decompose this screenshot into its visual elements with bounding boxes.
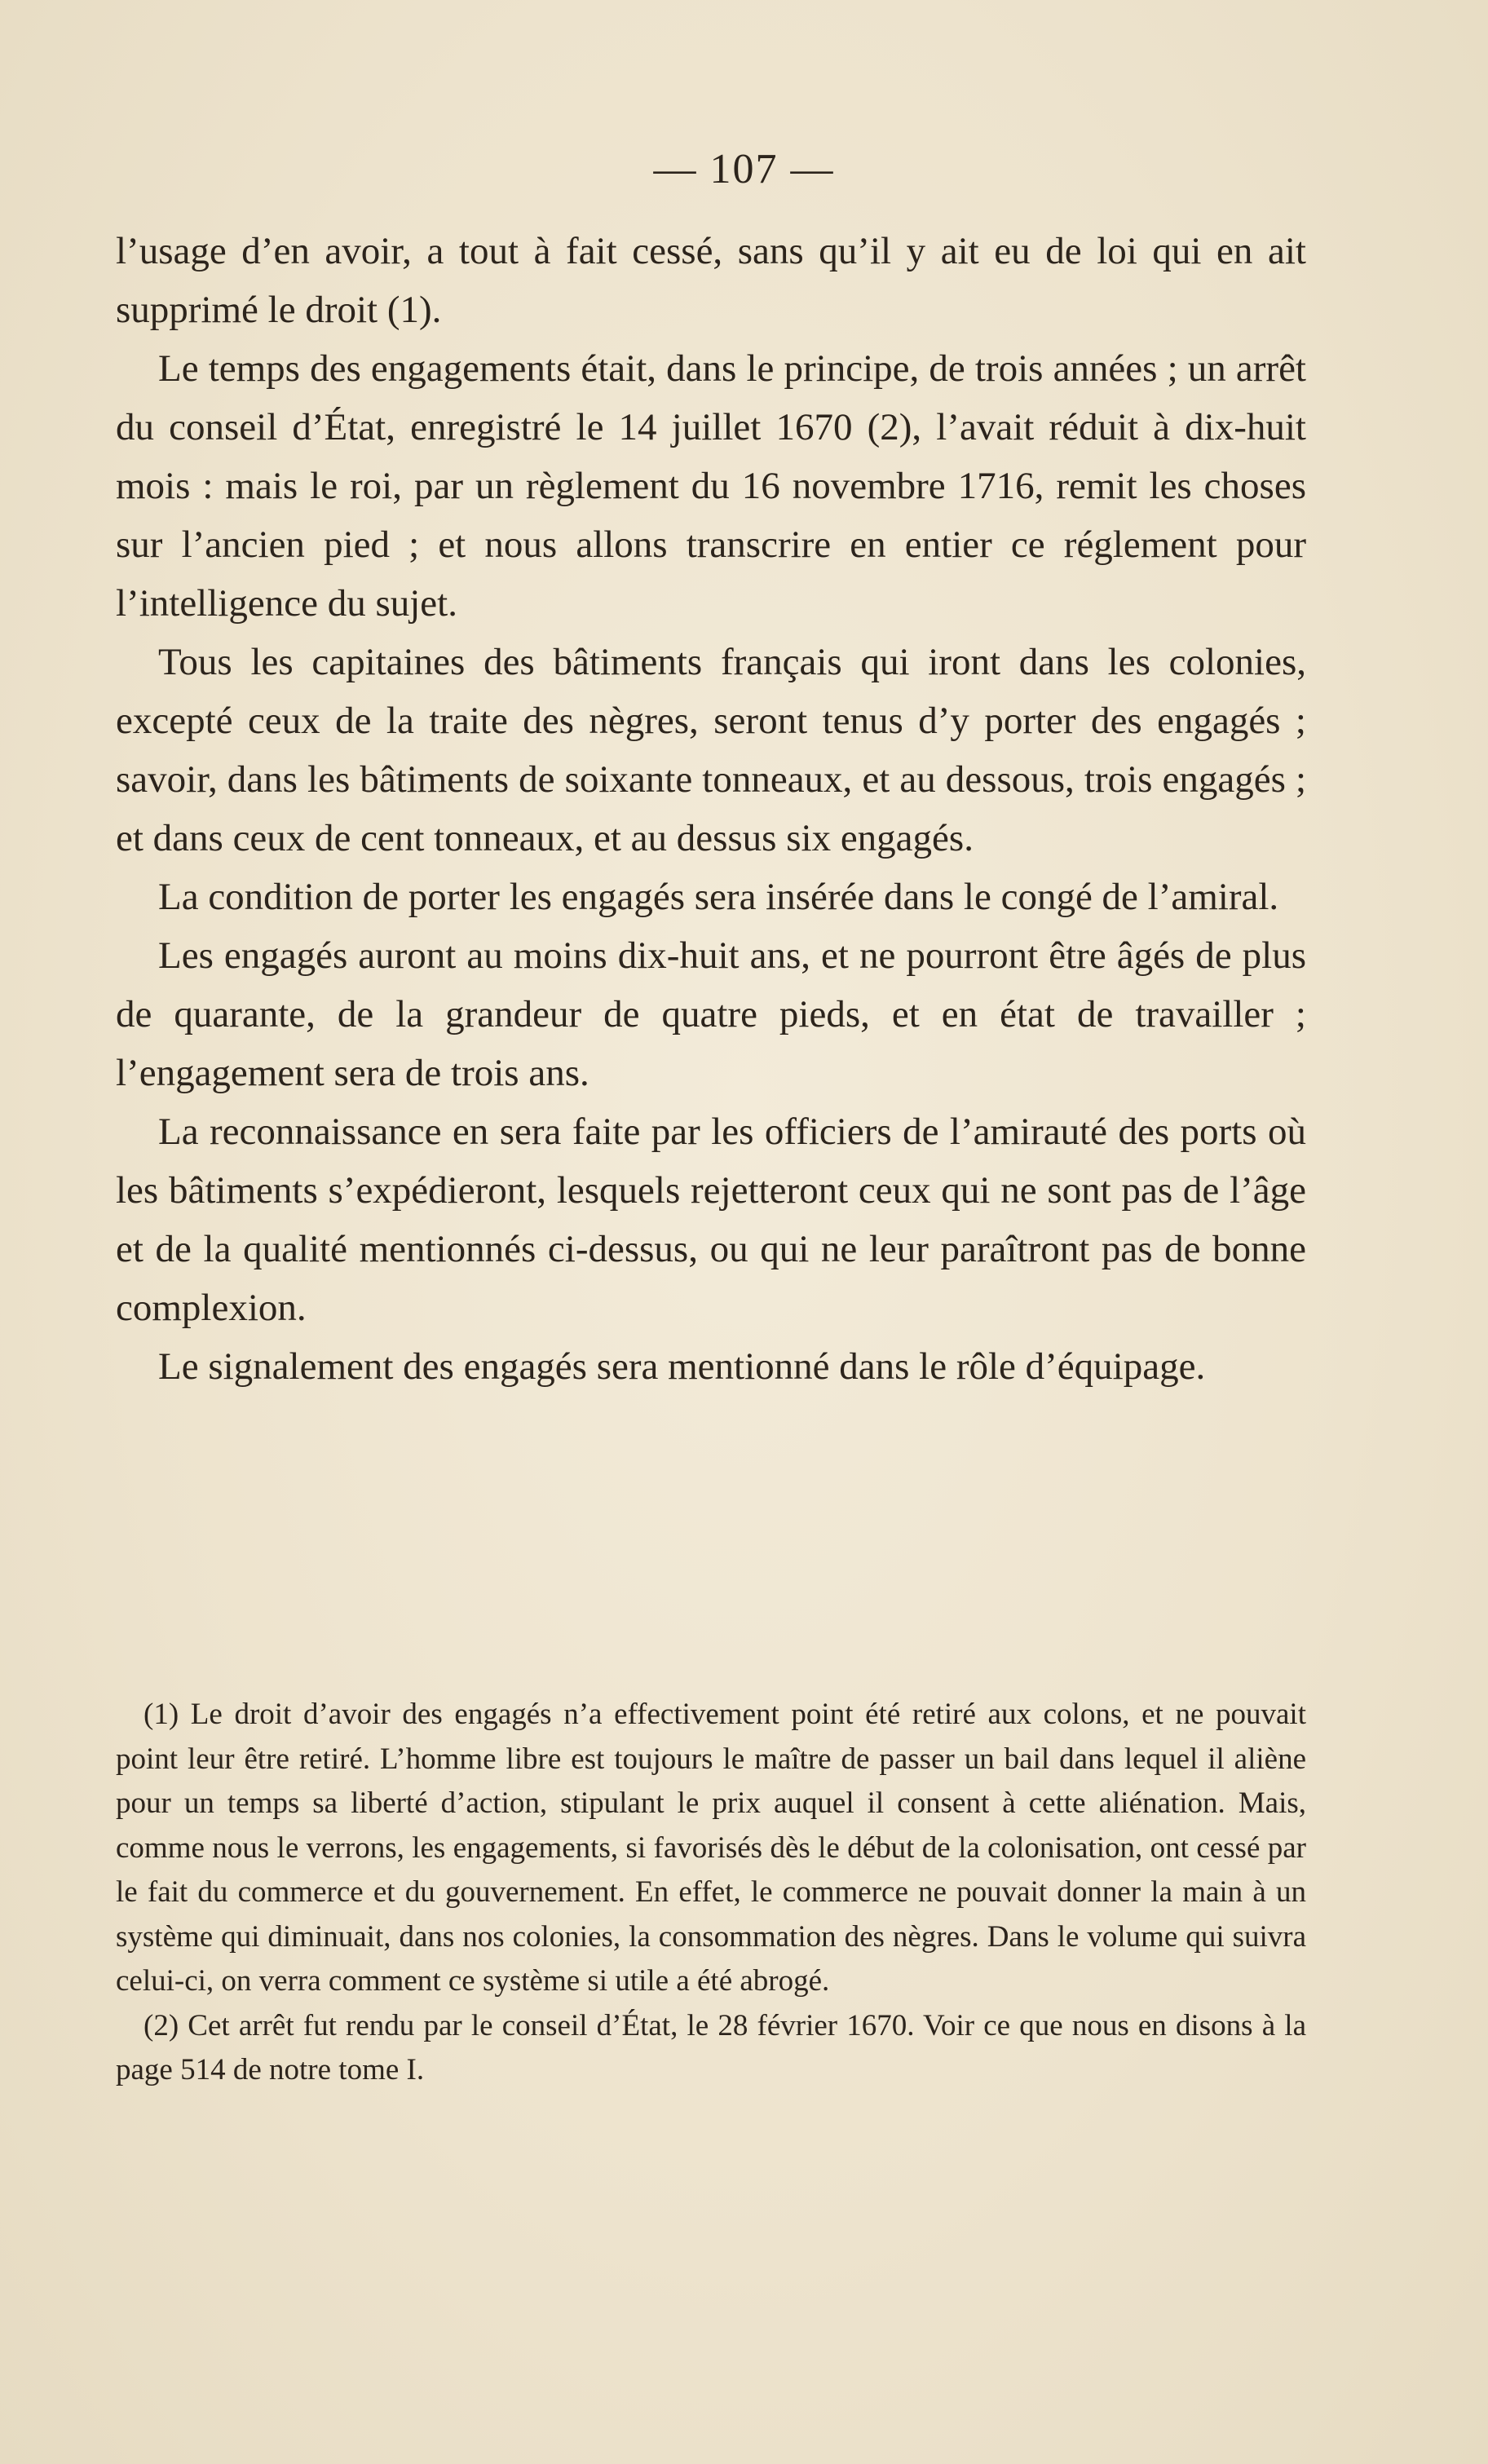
paragraph-continuation: l’usage d’en avoir, a tout à fait cessé, sans qu’il y ait eu de loi qui en ait supprimé le droit (1). — [116, 230, 1306, 331]
page-number: — 107 — — [653, 146, 835, 192]
footnote-2: (2) Cet arrêt fut rendu par le conseil d’État, le 28 février 1670. Voir ce que nous en disons à la page 514 de notre tome I. — [116, 2008, 1306, 2086]
paragraph-engages-age: Les engagés auront au moins dix-huit ans, et ne pourront être âgés de plus de quarante, de la grandeur de quatre pieds, et en état de travailler ; l’engagement sera de trois ans. — [116, 934, 1306, 1094]
paragraph-engagement-duration: Le temps des engagements était, dans le principe, de trois années ; un arrêt du conseil d’État, enregistré le 14 juillet 1670 (2), l’avait réduit à dix-huit mois : mais le roi, par un règlement du 16 novembre 1716, remit les choses sur l’ancien pied ; et nous allons transcrire en entier ce réglement pour l’intelligence du sujet. — [116, 347, 1306, 625]
paragraph-reconnaissance: La reconnaissance en sera faite par les officiers de l’amirauté des ports où les bâtiments s’expédieront, lesquels rejetteront ceux qui ne sont pas de l’âge et de la qualité mentionnés ci-dessus, ou qui ne leur paraîtront pas de bonne complexion. — [116, 1111, 1306, 1329]
paragraph-admiral-conge: La condition de porter les engagés sera insérée dans le congé de l’amiral. — [158, 876, 1279, 918]
paragraph-captains-obligation: Tous les capitaines des bâtiments français qui iront dans les colonies, excepté ceux de la traite des nègres, seront tenus d’y porter des engagés ; savoir, dans les bâtiments de soixante tonneaux, et au dessous, trois engagés ; et dans ceux de cent tonneaux, et au dessus six engagés. — [116, 641, 1306, 859]
footnotes — [116, 1693, 1306, 2093]
footnote-1: (1) Le droit d’avoir des engagés n’a effectivement point été retiré aux colons, et ne pouvait point leur être retiré. L’homme libre est toujours le maître de passer un bail dans lequel il aliène pour un temps sa liberté d’action, stipulant le prix auquel il consent à cette aliénation. Mais, comme nous le verrons, les engagements, si favorisés dès le début de la colonisation, ont cessé par le fait du commerce et du gouvernement. En effet, le commerce ne pouvait donner la main à un système qui diminuait, dans nos colonies, la consommation des nègres. Dans le volume qui suivra celui-ci, on verra comment ce système si utile a été abrogé. — [116, 1698, 1306, 1998]
paragraph-signalement: Le signalement des engagés sera mentionné dans le rôle d’équipage. — [158, 1345, 1206, 1388]
body-text — [116, 222, 1306, 1396]
